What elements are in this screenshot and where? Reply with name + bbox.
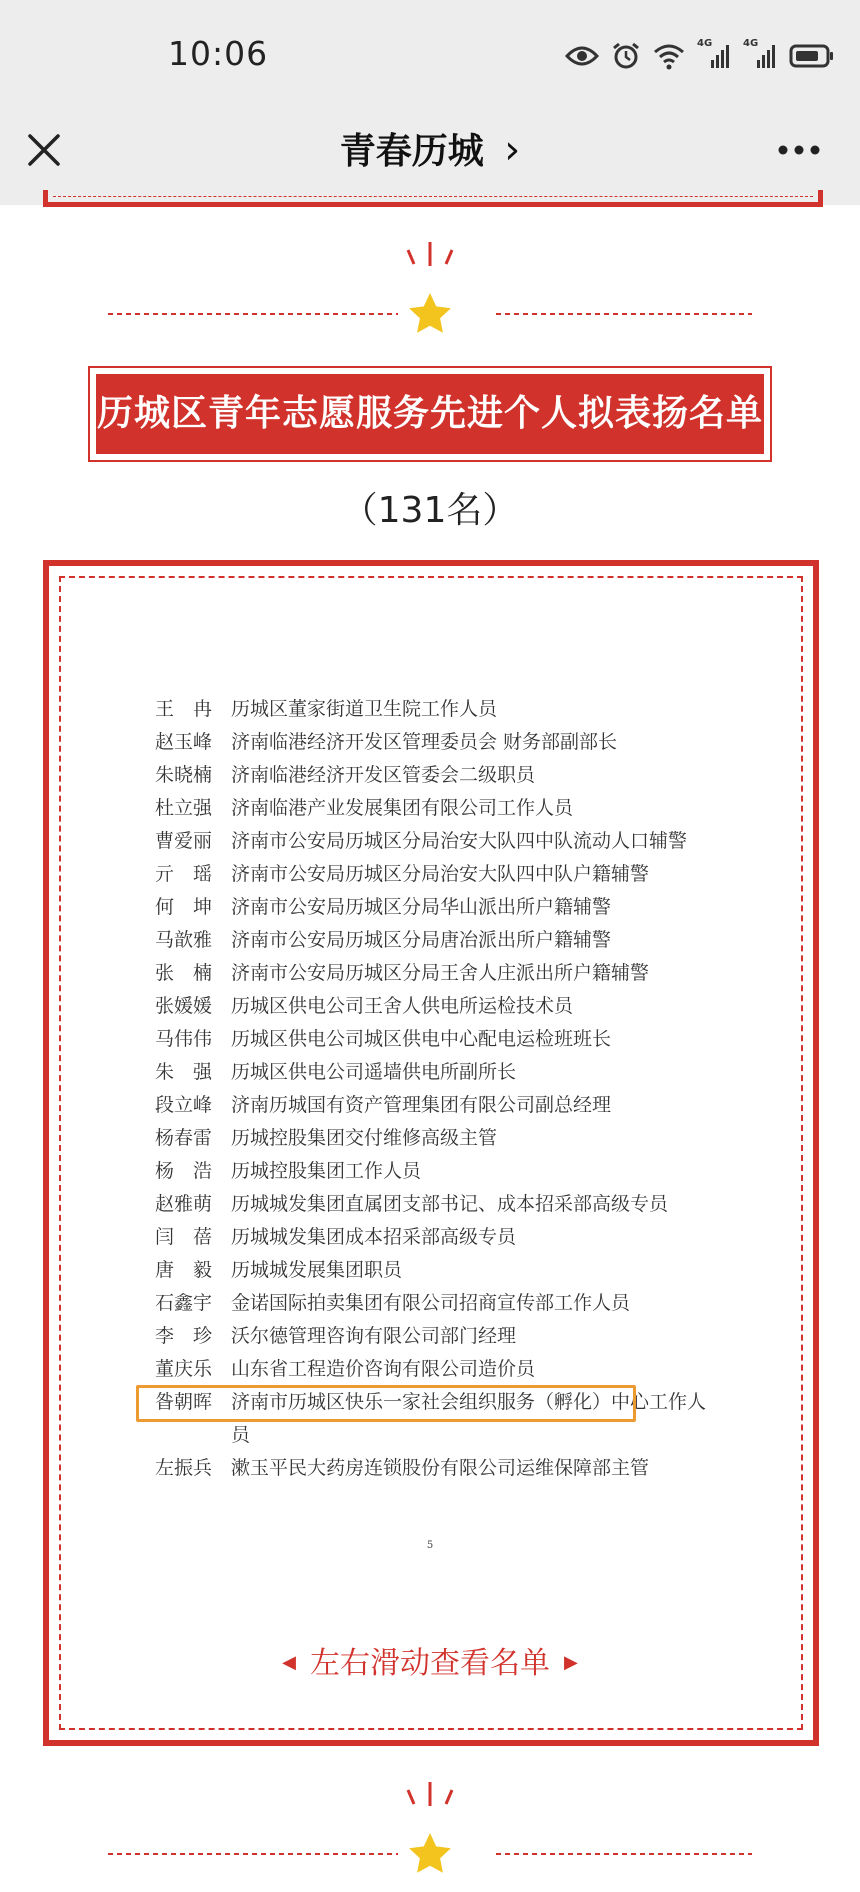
entry-description: 济南临港产业发展集团有限公司工作人员 bbox=[231, 797, 574, 819]
status-time: 10:06 bbox=[168, 34, 269, 73]
wifi-icon bbox=[653, 42, 685, 70]
entry-description: 沃尔德管理咨询有限公司部门经理 bbox=[231, 1325, 517, 1347]
entry-description: 济南市公安局历城区分局王舍人庄派出所户籍辅警 bbox=[231, 962, 650, 984]
entry-description: 济南市公安局历城区分局唐冶派出所户籍辅警 bbox=[231, 929, 612, 951]
entry-description: 济南市历城区快乐一家社会组织服务（孵化）中心工作人员 bbox=[231, 1391, 707, 1446]
entry-name: 昝朝晖 bbox=[155, 1391, 213, 1413]
entry-name: 杜立强 bbox=[155, 797, 213, 819]
entry-description: 漱玉平民大药房连锁股份有限公司运维保障部主管 bbox=[231, 1457, 650, 1479]
entry-name: 何 坤 bbox=[155, 896, 213, 918]
entry-name: 李 珍 bbox=[155, 1325, 213, 1347]
list-item bbox=[155, 693, 715, 726]
entry-description: 历城城发展集团职员 bbox=[231, 1259, 403, 1281]
entry-description: 济南市公安局历城区分局华山派出所户籍辅警 bbox=[231, 896, 612, 918]
list-item bbox=[155, 1287, 715, 1320]
list-item bbox=[155, 825, 715, 858]
entry-name: 赵玉峰 bbox=[155, 731, 213, 753]
entry-name: 朱晓楠 bbox=[155, 764, 213, 786]
account-title: 青春历城 bbox=[339, 131, 484, 172]
entry-description: 济南市公安局历城区分局治安大队四中队户籍辅警 bbox=[231, 863, 650, 885]
entry-name: 赵雅萌 bbox=[155, 1193, 213, 1215]
arrow-left-icon: ◀ bbox=[282, 1652, 296, 1673]
list-item bbox=[155, 858, 715, 891]
list-item bbox=[155, 1188, 715, 1221]
list-item bbox=[155, 924, 715, 957]
star-divider-bottom bbox=[0, 1770, 860, 1880]
entry-description: 金诺国际拍卖集团有限公司招商宣传部工作人员 bbox=[231, 1292, 631, 1314]
star-icon bbox=[409, 293, 451, 333]
entry-name: 朱 强 bbox=[155, 1061, 213, 1083]
chevron-right-icon: › bbox=[504, 127, 521, 173]
entry-name: 段立峰 bbox=[155, 1094, 213, 1116]
list-item bbox=[155, 957, 715, 990]
entry-description: 济南临港经济开发区管理委员会 财务部副部长 bbox=[231, 731, 618, 753]
entry-name: 张媛媛 bbox=[155, 995, 213, 1017]
list-item bbox=[155, 1320, 715, 1353]
account-title-link[interactable] bbox=[0, 120, 860, 180]
list-item bbox=[155, 1353, 715, 1386]
entry-description: 山东省工程造价咨询有限公司造价员 bbox=[231, 1358, 536, 1380]
entry-description: 历城区供电公司城区供电中心配电运检班班长 bbox=[231, 1028, 612, 1050]
list-item bbox=[155, 1254, 715, 1287]
entry-name: 曹爱丽 bbox=[155, 830, 213, 852]
entry-description: 济南历城国有资产管理集团有限公司副总经理 bbox=[231, 1094, 612, 1116]
entry-name: 闫 蓓 bbox=[155, 1226, 213, 1248]
more-icon bbox=[775, 138, 823, 162]
status-bar bbox=[0, 0, 860, 110]
entry-name: 左振兵 bbox=[155, 1457, 213, 1479]
battery-icon bbox=[789, 43, 835, 69]
swipe-hint[interactable] bbox=[0, 1638, 860, 1682]
highlight-box bbox=[136, 1385, 636, 1422]
entry-name: 唐 毅 bbox=[155, 1259, 213, 1281]
list-item bbox=[155, 1056, 715, 1089]
list-item bbox=[155, 891, 715, 924]
list-item bbox=[155, 759, 715, 792]
name-list bbox=[155, 693, 715, 1485]
list-item bbox=[155, 1023, 715, 1056]
entry-description: 历城区供电公司遥墙供电所副所长 bbox=[231, 1061, 517, 1083]
entry-name: 石鑫宇 bbox=[155, 1292, 213, 1314]
list-item bbox=[155, 1089, 715, 1122]
entry-name: 杨春雷 bbox=[155, 1127, 213, 1149]
entry-description: 历城区供电公司王舍人供电所运检技术员 bbox=[231, 995, 574, 1017]
eye-icon bbox=[565, 44, 599, 68]
entry-name: 亓 瑶 bbox=[155, 863, 213, 885]
list-item bbox=[155, 726, 715, 759]
signal-network-label-2: 4G bbox=[743, 38, 759, 49]
entry-name: 马伟伟 bbox=[155, 1028, 213, 1050]
list-item bbox=[155, 1155, 715, 1188]
list-item bbox=[155, 1221, 715, 1254]
signal-icon bbox=[697, 38, 731, 70]
entry-description: 历城控股集团交付维修高级主管 bbox=[231, 1127, 498, 1149]
entry-description: 历城区董家街道卫生院工作人员 bbox=[231, 698, 498, 720]
entry-description: 历城城发集团成本招采部高级专员 bbox=[231, 1226, 517, 1248]
entry-name: 马歆雅 bbox=[155, 929, 213, 951]
status-icons bbox=[565, 38, 835, 74]
alarm-icon bbox=[611, 41, 641, 71]
list-item bbox=[155, 1122, 715, 1155]
swipe-hint-text: 左右滑动查看名单 bbox=[310, 1646, 550, 1681]
list-title: 历城区青年志愿服务先进个人拟表扬名单 bbox=[96, 374, 764, 454]
page-number: 5 bbox=[426, 1540, 434, 1551]
signal-network-label: 4G bbox=[697, 38, 713, 49]
star-divider bbox=[0, 230, 860, 340]
list-item bbox=[155, 990, 715, 1023]
list-title-banner bbox=[88, 366, 772, 462]
signal-icon-2 bbox=[743, 38, 777, 70]
more-menu-button[interactable] bbox=[775, 138, 823, 162]
entry-description: 历城城发集团直属团支部书记、成本招采部高级专员 bbox=[231, 1193, 669, 1215]
entry-name: 董庆乐 bbox=[155, 1358, 213, 1380]
entry-description: 济南临港经济开发区管委会二级职员 bbox=[231, 764, 536, 786]
arrow-right-icon: ▶ bbox=[564, 1652, 578, 1673]
list-item bbox=[155, 792, 715, 825]
star-icon bbox=[409, 1833, 451, 1873]
entry-name: 张 楠 bbox=[155, 962, 213, 984]
entry-description: 历城控股集团工作人员 bbox=[231, 1160, 422, 1182]
entry-name: 杨 浩 bbox=[155, 1160, 213, 1182]
entry-name: 王 冉 bbox=[155, 698, 213, 720]
list-count: （131名） bbox=[341, 490, 519, 531]
list-item bbox=[155, 1452, 715, 1485]
entry-description: 济南市公安局历城区分局治安大队四中队流动人口辅警 bbox=[231, 830, 688, 852]
previous-section-frame bbox=[43, 190, 823, 207]
